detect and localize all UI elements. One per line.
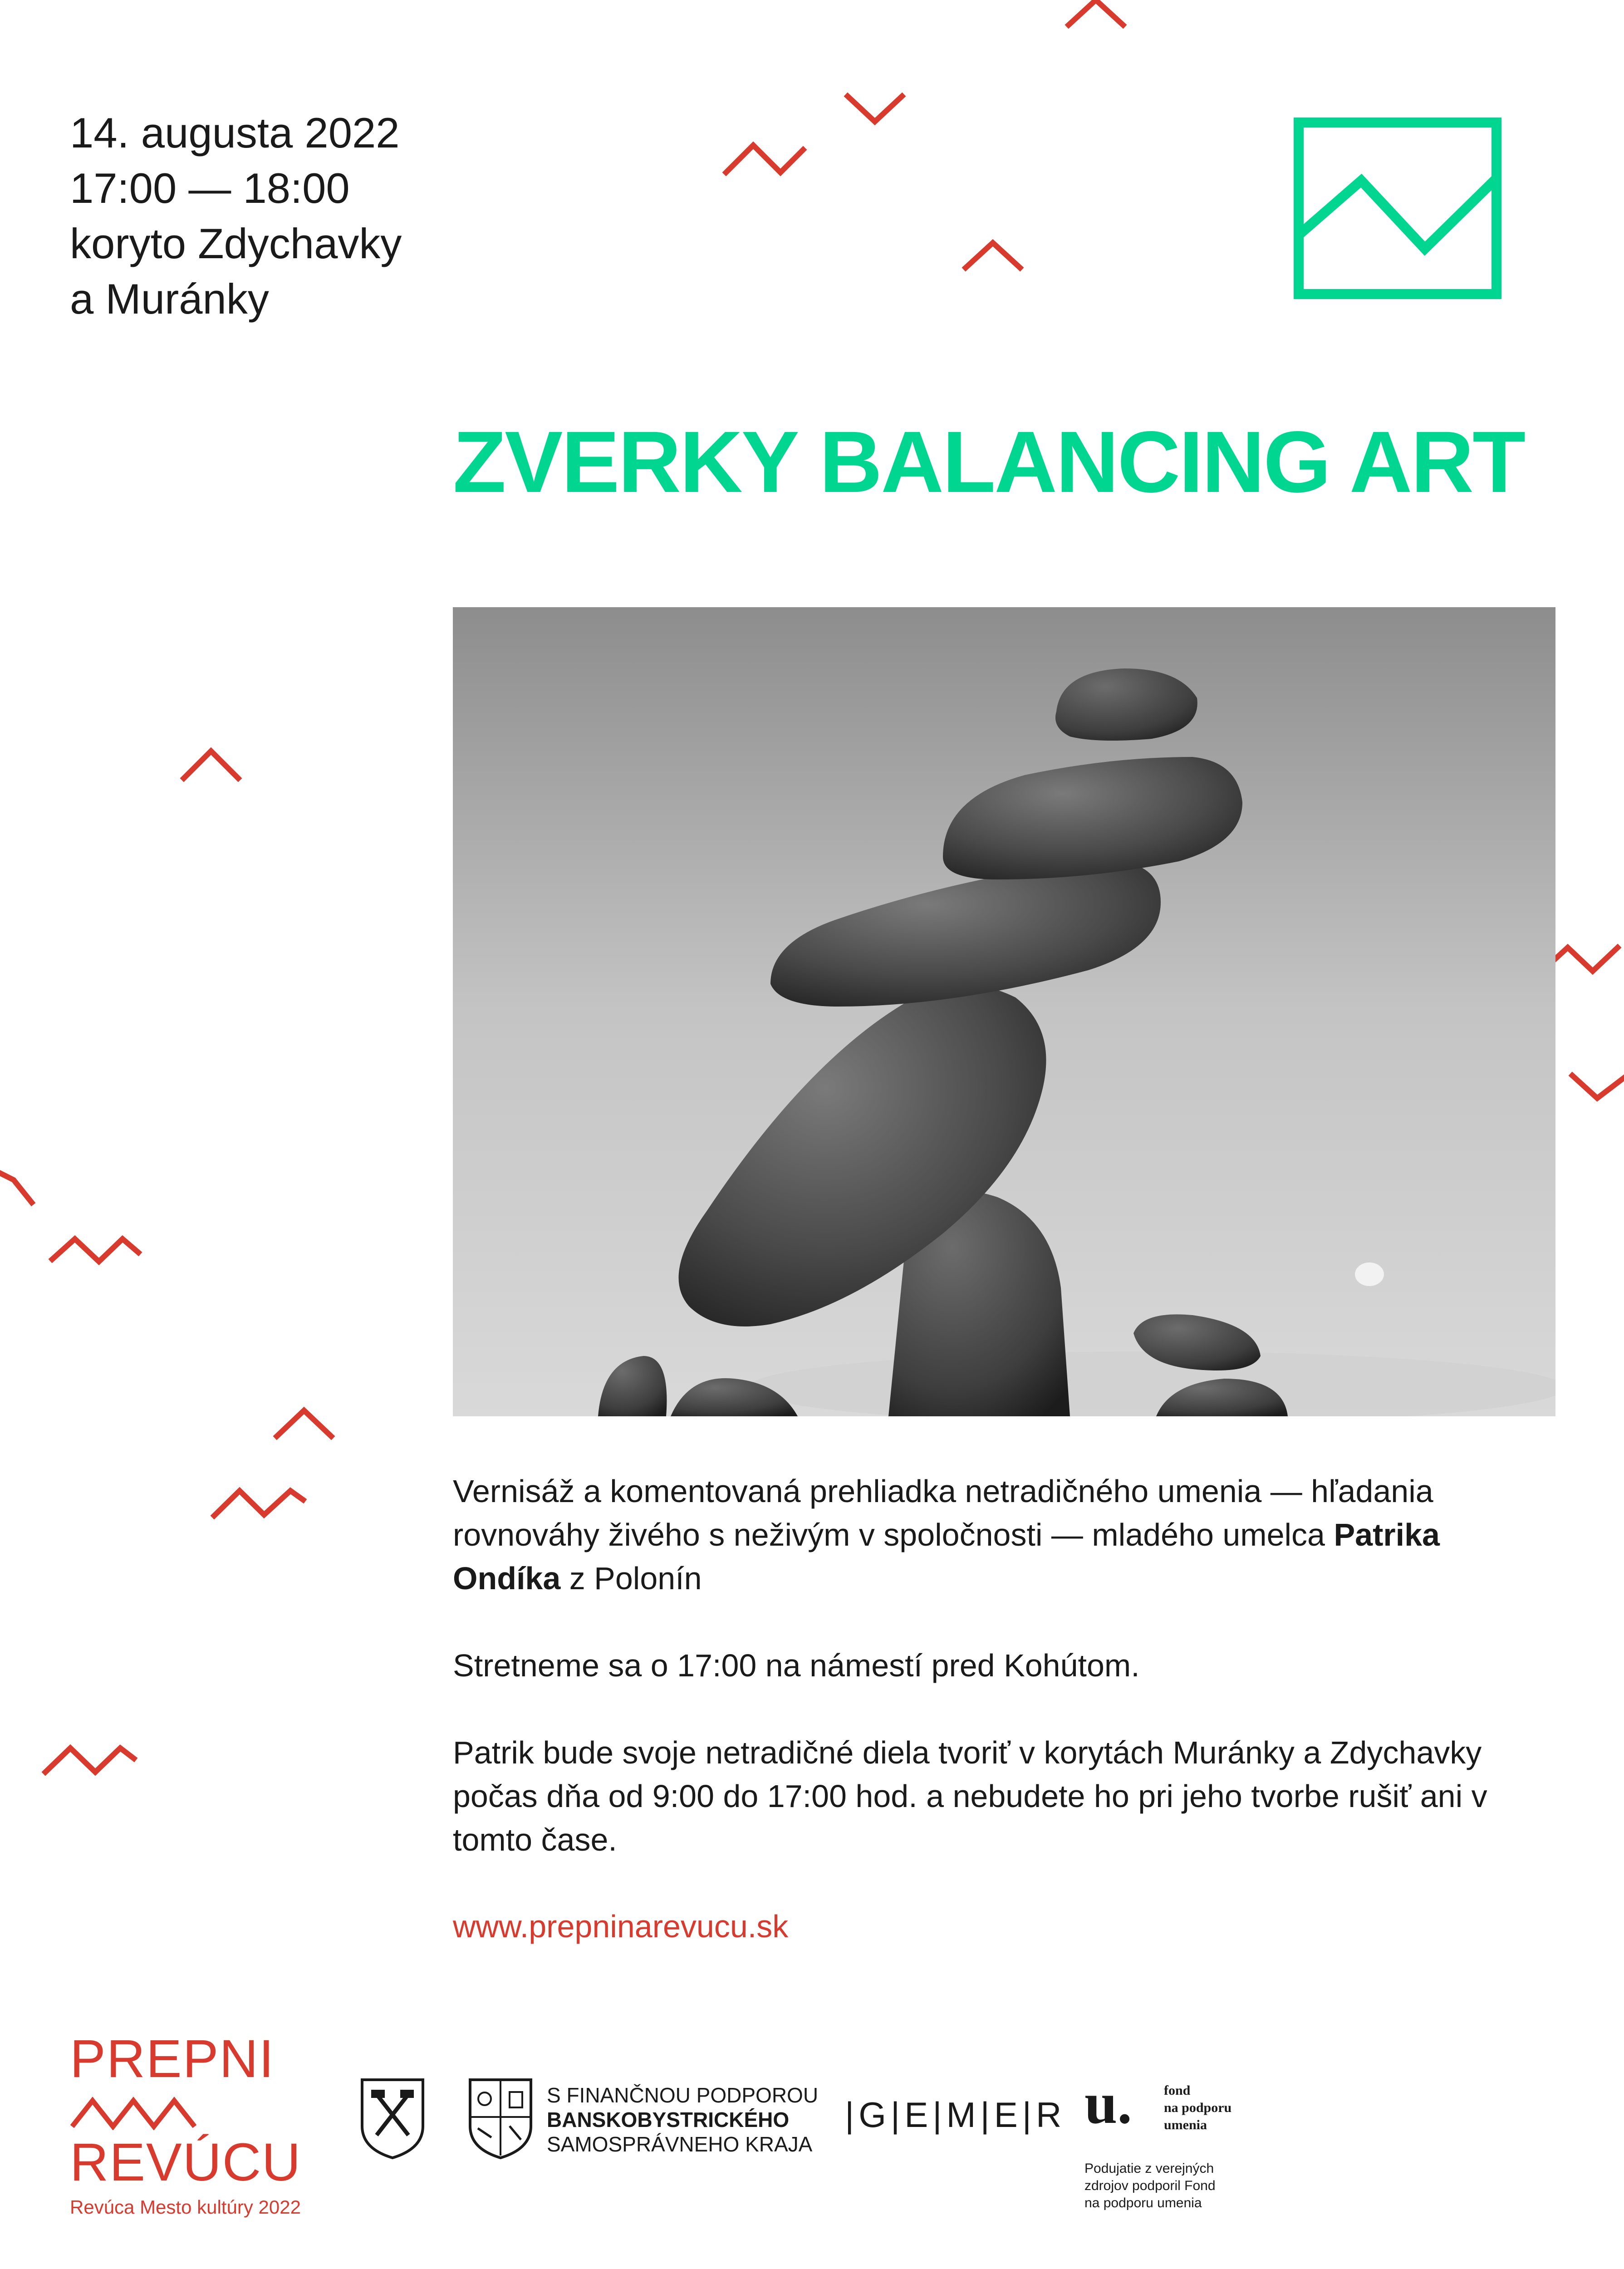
envelope-mark-icon (1293, 117, 1502, 300)
gemer-logo: |G|E|M|E|R (845, 2095, 1066, 2135)
brand-zigzag-icon (70, 2094, 206, 2130)
fpu-logo-letter: u. (1084, 2071, 1132, 2136)
event-date: 14. augusta 2022 (70, 109, 400, 157)
page-title: ZVERKY BALANCING ART (453, 413, 1525, 511)
description-paragraph-2: Stretneme sa o 17:00 na námestí pred Kohútom. (453, 1648, 1140, 1683)
brand-line2: REVÚCU (70, 2132, 302, 2192)
chevron-up-icon (277, 1410, 331, 1436)
artist-name: Patrika Ondíka (453, 1517, 1440, 1596)
prepni-revucu-logo (70, 2029, 302, 2218)
description-paragraph-3: Patrik bude svoje netradičné diela tvoriť v korytách Muránky a Zdychavky počas dňa od 9:00 do 17:00 hod. a nebudete ho pri jeho tvorbe rušiť ani v tomto čase. (453, 1735, 1487, 1857)
balancing-stones-photo (453, 607, 1555, 1416)
chevron-down-icon (1572, 1076, 1624, 1098)
zigzag-icon (726, 145, 803, 172)
event-place-line2: a Muránky (70, 275, 269, 323)
chevron-up-icon (1069, 0, 1123, 25)
regional-support-text: S FINANČNOU PODPOROU BANSKOBYSTRICKÉHO SAMOSPRÁVNEHO KRAJA (547, 2083, 819, 2156)
zigzag-icon (214, 1491, 303, 1516)
zigzag-icon (52, 1239, 138, 1262)
chevron-down-icon (0, 1173, 32, 1203)
bbsk-coat-of-arms-icon (466, 2076, 535, 2160)
brand-subtitle: Revúca Mesto kultúry 2022 (70, 2196, 301, 2218)
revuca-coat-of-arms-icon (358, 2076, 427, 2160)
event-place-line1: koryto Zdychavky (70, 220, 402, 267)
brand-line1: PREPNI (70, 2029, 275, 2089)
event-info (70, 105, 402, 327)
chevron-up-icon (184, 751, 238, 778)
fpu-logo-text: fond na podporu umenia (1164, 2083, 1232, 2132)
event-time: 17:00 — 18:00 (70, 164, 350, 212)
fpu-support-note: Podujatie z verejných zdrojov podporil Fond na podporu umenia (1084, 2161, 1216, 2210)
description-paragraph-1: Vernisáž a komentovaná prehliadka netradičného umenia — hľadania rovnováhy živého s neživým v spoločnosti — mladého umelca Patrika Ondíka z Polonín (453, 1473, 1440, 1596)
zigzag-icon (45, 1748, 134, 1772)
event-description (453, 1469, 1496, 1905)
chevron-down-icon (848, 96, 902, 122)
chevron-up-icon (966, 243, 1020, 268)
website-link[interactable]: www.prepninarevucu.sk (453, 1909, 789, 1944)
